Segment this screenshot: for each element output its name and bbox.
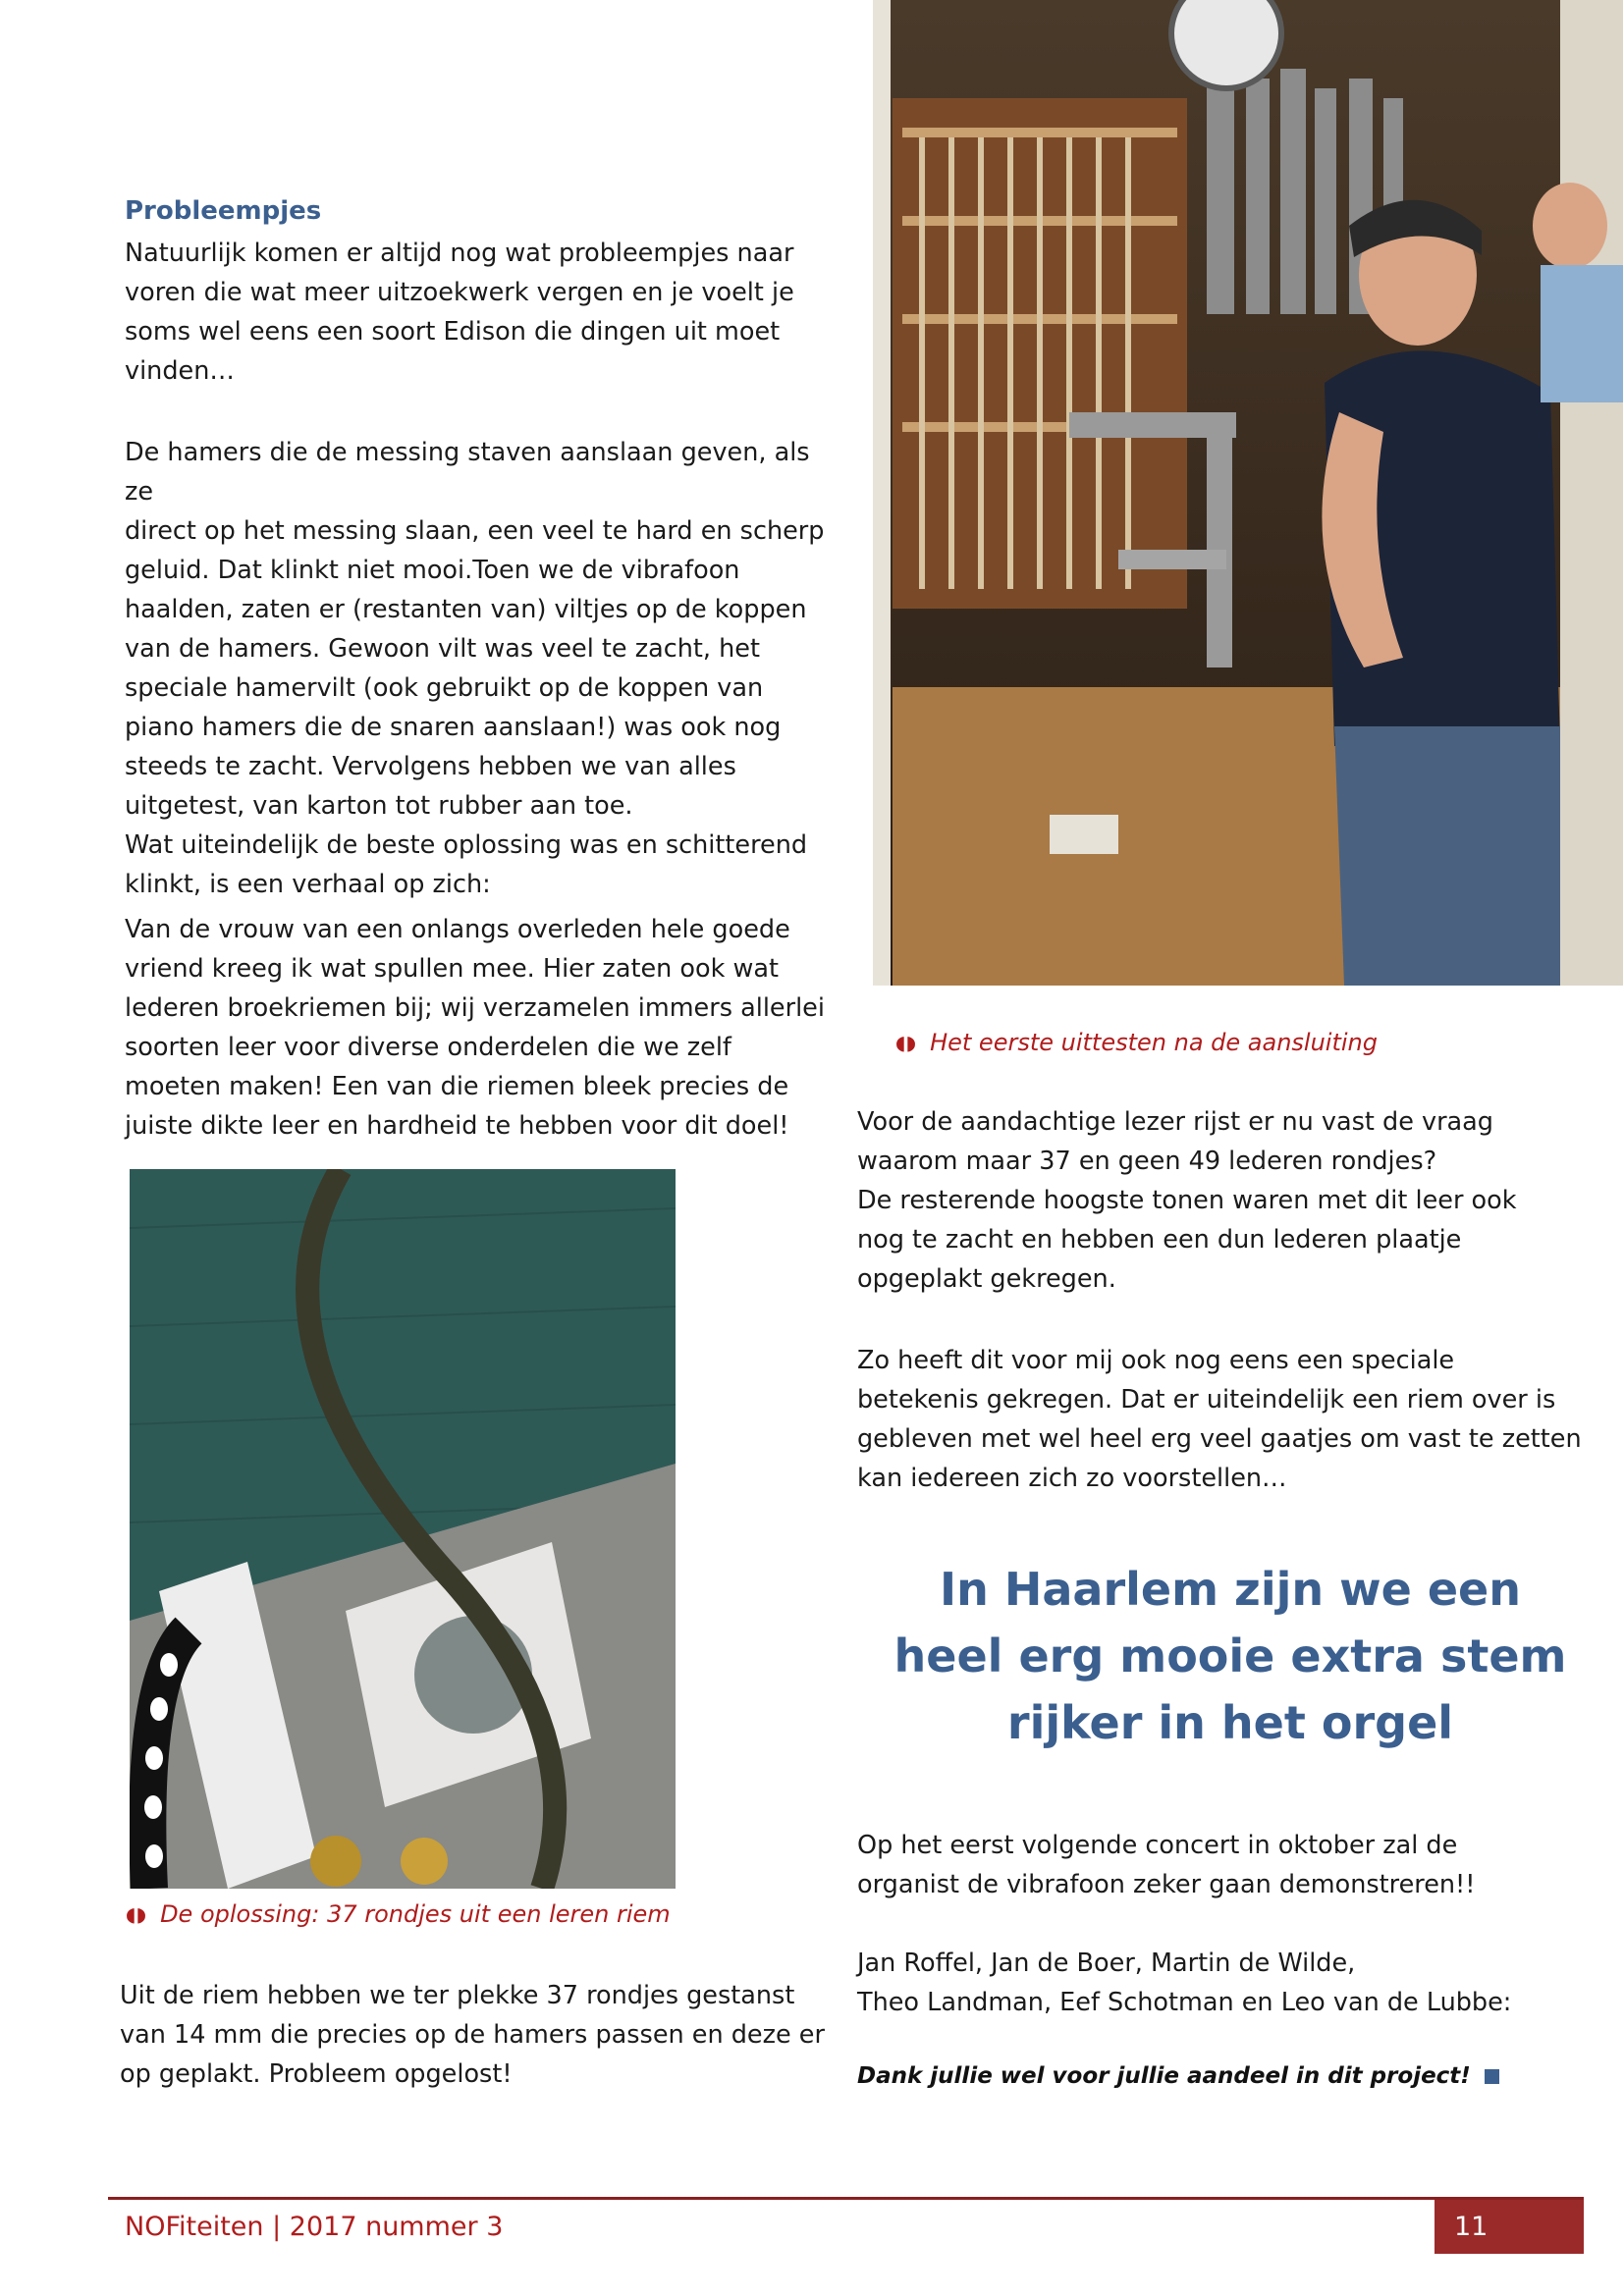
- photo-organ-test: [873, 0, 1623, 986]
- paragraph-intro: Natuurlijk komen er altijd nog wat probleempjes naar voren die wat meer uitzoekwerk vergen en je voelt je soms wel eens een soort Edison die dingen uit moet vinden…: [125, 239, 794, 386]
- paragraph-belt: Van de vrouw van een onlangs overleden hele goede vriend kreeg ik wat spullen mee. Hier zaten ook wat lederen broekriemen bij; wij verzamelen immers allerlei soorten leer voor diverse onderdelen die we zelf moeten maken! Een van die riemen bleek precies de juiste dikte leer en hardheid te hebben voor dit doel!: [125, 915, 825, 1141]
- caption-right-text: Het eerste uittesten na de aansluiting: [930, 1029, 1378, 1056]
- paragraph-names: Jan Roffel, Jan de Boer, Martin de Wilde, Theo Landman, Eef Schotman en Leo van de Lubbe:: [857, 1949, 1512, 2017]
- caption-right: [895, 1029, 1378, 1056]
- thanks-line: [857, 2063, 1499, 2089]
- caption-marker-icon: ◖◗: [895, 1031, 917, 1054]
- page-number: 11: [1435, 2200, 1584, 2254]
- paragraph-meaning: Zo heeft dit voor mij ook nog eens een speciale betekenis gekregen. Dat er uiteindelijk een riem over is gebleven met wel heel erg veel gaatjes om vast te zetten kan iedereen zich zo voorstellen…: [857, 1346, 1582, 1493]
- footer-rule: [108, 2197, 1584, 2200]
- paragraph-question: Voor de aandachtige lezer rijst er nu vast de vraag waarom maar 37 en geen 49 lederen rondjes? De resterende hoogste tonen waren met dit leer ook nog te zacht en hebben een dun lederen plaatje opgeplakt gekregen.: [857, 1107, 1517, 1294]
- thanks-text: Dank jullie wel voor jullie aandeel in dit project!: [857, 2063, 1471, 2089]
- footer-publication: NOFiteiten | 2017 nummer 3: [125, 2212, 504, 2242]
- paragraph-concert: Op het eerst volgende concert in oktober zal de organist de vibrafoon zeker gaan demonstreren!!: [857, 1831, 1476, 1899]
- paragraph-hammers: De hamers die de messing staven aanslaan geven, als ze direct op het messing slaan, een veel te hard en scherp geluid. Dat klinkt niet mooi.Toen we de vibrafoon haalden, zaten er (restanten van) viltjes op de koppen van de hamers. Gewoon vilt was veel te zacht, het speciale hamervilt (ook gebruikt op de koppen van piano hamers die de snaren aanslaan!) was ook nog steeds te zacht. Vervolgens hebben we van alles uitgetest, van karton tot rubber aan toe. Wat uiteindelijk de beste oplossing was en schitterend klinkt, is een verhaal op zich:: [125, 438, 825, 899]
- caption-left-text: De oplossing: 37 rondjes uit een leren riem: [160, 1900, 671, 1928]
- caption-marker-icon: ◖◗: [126, 1902, 147, 1926]
- photo-leather-belt: [130, 1169, 676, 1889]
- caption-left: [126, 1900, 671, 1928]
- pull-quote: In Haarlem zijn we een heel erg mooie extra stem rijker in het orgel: [893, 1563, 1567, 1749]
- paragraph-solution: Uit de riem hebben we ter plekke 37 rondjes gestanst van 14 mm die precies op de hamers passen en deze er op geplakt. Probleem opgelost!: [120, 1981, 825, 2089]
- section-heading: Probleempjes: [125, 196, 322, 226]
- end-square-icon: [1485, 2069, 1499, 2084]
